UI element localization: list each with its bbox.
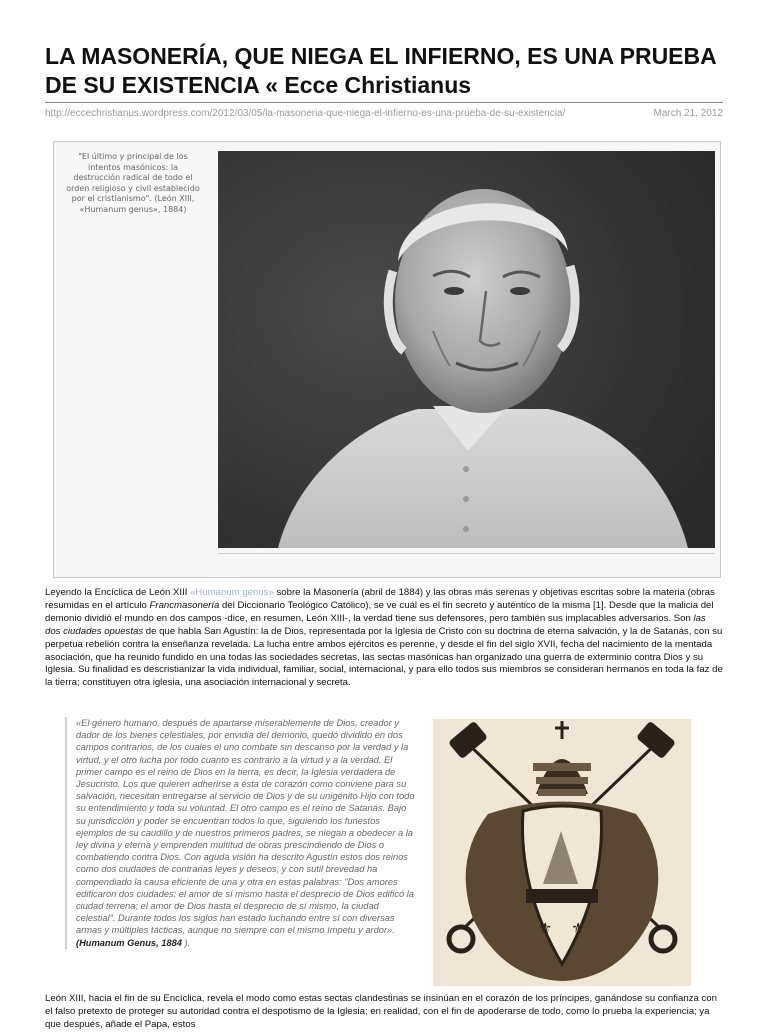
- article-meta: [45, 108, 723, 122]
- portrait-figure: [53, 141, 721, 578]
- coat-of-arms-drawing: [433, 719, 691, 986]
- p1-emphasis-dos-ciudades: las dos ciudades opuestas: [45, 612, 706, 637]
- quote-source: (Humanum Genus, 1884: [76, 937, 182, 948]
- humanum-genus-link[interactable]: «Humanum genus»: [190, 587, 274, 598]
- p1-text-a: Leyendo la Encíclica de León XIII: [45, 587, 191, 598]
- body-paragraph-2: León XIII, hacia el fin de su Encíclica, revela el modo como estas sectas clandestinas se insinúan en el corazón de los príncipes, ganándose su confianza con el falso pretexto de proteger su autoridad contra el despotismo de la Iglesia; en realidad, con el fin de apoderarse de todo, como lo prueba la experiencia; ya que después, añade el Papa, estos: [45, 993, 717, 1030]
- article-title: LA MASONERÍA, QUE NIEGA EL INFIERNO, ES UNA PRUEBA DE SU EXISTENCIA « Ecce Christianus: [45, 43, 716, 98]
- figure-underline: [218, 553, 715, 554]
- quote-end: ).: [181, 937, 191, 948]
- portrait-drawing: [218, 151, 715, 548]
- p1-emphasis-francmasoneria: Francmasonería: [149, 599, 220, 611]
- p1-text-b: sobre la Masonería (abril de 1884) y las obras más serenas y objetivas escritas sobre la materia (obras resumidas en el artículo: [45, 587, 715, 611]
- svg-text:⚜: ⚜: [538, 919, 553, 938]
- encyclical-blockquote: [65, 717, 416, 949]
- p1-text-c: del Diccionario Teológico Católico), se ve cuál es el fin secreto y auténtico de la misma [1]. Desde que la malicia del demonio dividió el mundo en dos campos -dice, en resumen, León XIII-, la verdad tiene sus defensores, pero también sus implacables adversarios. Son: [45, 599, 714, 624]
- source-url-link[interactable]: http://eccechristianus.wordpress.com/2012/03/05/la-masoneria-que-niega-el-infierno-es-una-prueba-de-su-existencia/: [45, 108, 566, 119]
- quote-text: «El género humano, después de apartarse miserablemente de Dios, creador y dador de los bienes celestiales, por envidia del demonio, quedó dividido en dos campos contrarios, de los cuales el uno combate sin descanso por la verdad y la virtud, y el otro lucha por todo cuanto es contrario a la virtud y a la verdad. El primer campo es el reino de Dios en la tierra, es decir, la Iglesia verdadera de Jesucristo. Los que quieren adherirse a ésta de corazón como conviene para su salvación, necesitan entregarse al servicio de Dios y de su unigénito Hijo con todo su entendimiento y toda su voluntad. El otro campo es el reino de Satanás. Bajo su jurisdicción y poder se encuentran todos lo que, siguiendo los funestos ejemplos de su caudillo y de nuestros primeros padres, se niegan a obedecer a la ley divina y eterna y emprenden multitud de obras prescindiendo de Dios o combatiendo contra Dios. Con aguda visión ha descrito Agustín estos dos reinos como dos ciudades de contrarias leyes y deseos, y con sutil brevedad ha compendiado la causa eficiente de una y otra en estas palabras: "Dos amores edificaron dos ciudades: el amor de sí mismo hasta el desprecio de Dios edificó la ciudad terrena; el amor de Dios hasta el desprecio de sí mismo, la ciudad celestial". Durante todos los siglos han estado luchando entre sí con diversas armas y múltiples tácticas, aunque no siempre con el mismo ímpetu y ardor».: [76, 718, 415, 936]
- title-divider: [45, 102, 723, 103]
- publish-date: March 21, 2012: [653, 108, 723, 119]
- figure-caption: "El último y principal de los intentos masónicos: la destrucción radical de todo el orden religioso y civil establecido por el cristianismo". (León XIII, «Humanum genus», 1884): [66, 152, 200, 214]
- svg-text:⚜: ⚜: [571, 919, 586, 938]
- p1-text-d: de que habla San Agustín: la de Dios, representada por la Iglesia de Cristo con su doctrina de eterna salvación, y la de Satanás, con su perpetua rebelión contra la enseñanza revelada. La lucha entre ambos ejércitos es perenne, y desde el fin del siglo XVII, fecha del nacimiento de la mentada asociación, que ha reunido fundido en una todas las sociedades secretas, las sectas masónicas han organizado una guerra de exterminio contra Dios y su Iglesia. Su finalidad es descristianizar la vida individual, familiar, social, internacional, y para ello todos sus miembros se consideran hermanos en toda la faz de la tierra; constituyen otra iglesia, una asociación internacional y secreta.: [45, 625, 723, 689]
- papal-coat-of-arms-image: [433, 719, 691, 986]
- body-paragraph-1: [45, 587, 723, 690]
- portrait-image-leo-xiii: [218, 151, 715, 548]
